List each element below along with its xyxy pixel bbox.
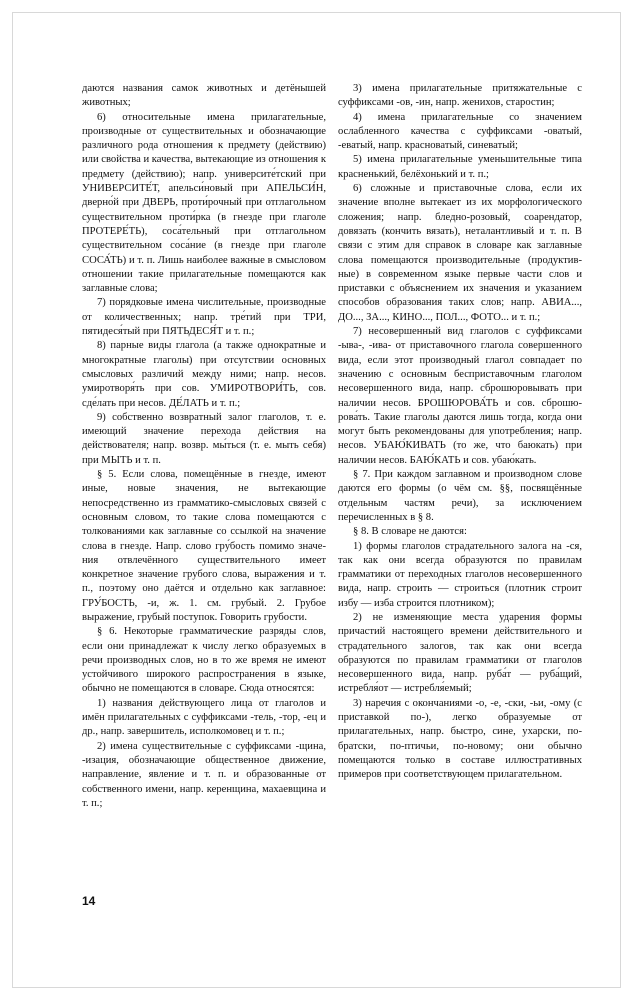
paragraph: 1) формы глаголов страдательного залога на -ся, так как они всегда образуются по правилам грамматики от переходных глаголов несовершенного вида, напр. строить — строиться (плотник строит избу — изба строится плотником); [338,540,582,609]
right-column [338,82,582,783]
section-5-paragraph: § 5. Если слова, помещённые в гнезде, имеют иные, новые значения, не вытекающие непосредственно из грамматико-смысловых связей с основным словом, то такие слова помещаются с толкованиями как заглавные со ссылкой на значение слова в гнезде. Напр. слово гру́бость помимо значения отвлечённого существительного имеет конкретное значение грубого слова, выражения и т. п., поэтому оно даётся и отдельно как заглавное: ГРУ́БОСТЬ, -и, ж. 1. см. грубый. 2. Грубое выражение, грубый поступок. Говорить грубости. [82,469,326,623]
paragraph: 6) сложные и приставочные слова, если их значение вполне вытекает из их морфологического сложения; напр. бледно-розовый, соарендатор, довязать (кончить вязать), неталантливый и т. п. В связи с этим для справок в словаре как заглавные слова помещаются производительные (продуктивные) в современном языке первые части слов и приставки с объяснением их значения и указанием способов образования таких слов; напр. АВИА..., ДО..., ЗА..., КИНО..., ПОЛ..., ФОТО... и т. п.; [338,183,582,323]
paragraph: 1) названия действующего лица от глаголов и имён прилагательных с суффиксами -тель, -тор, -ец и др., напр. завершитель, исполкомовец и т. п.; [82,697,326,738]
left-column [82,82,326,811]
paragraph: 6) относительные имена прилагательные, производные от существительных и обозначающие различного рода отношения к предмету (действию) или свойства и качества, вытекающие из отношения к предмету (действию); напр. университе́тский при УНИВЕРСИТЕ́Т, апельси́новый при АПЕЛЬСИ́Н, дверно́й при ДВЕРЬ, проти́рочный при отглагольном существительном проти́рка (в гнезде при глаголе ПРОТЕРЕ́ТЬ), соса́тельный при отглагольном существительном соса́ние (в гнезде при глаголе СОСА́ТЬ) и т. п. Лишь наиболее важные в смысловом отношении такие прилагательные помещаются как заглавные слова; [82,111,326,295]
paragraph: даются названия самок животных и детёнышей животных; [82,83,326,109]
section-6-paragraph: § 6. Некоторые грамматические разряды слов, если они принадлежат к числу легко образуемых в речи производных слов, но в то же время не имеют устойчивого широкого распространения в языке, обычно не помещаются в словаре. Сюда относятся: [82,626,326,695]
paragraph: 8) парные виды глагола (а также однократные и многократные глаголы) при отсутствии основных смысловых различий между ними; напр. несов. умиротворя́ть при сов. УМИРОТВОРИ́ТЬ, сов. сде́лать при несов. ДЕ́ЛАТЬ и т. п.; [82,340,326,409]
paragraph: 2) не изменяющие места ударения формы причастий настоящего времени действительного и страдательного залогов, так как они всегда образуются по правилам грамматики от глаголов несовершенного вида, напр. руба́т — руба́щий, истребля́от — истребля́емый; [338,611,582,695]
paragraph: 5) имена прилагательные уменьшительные типа красненький, белёхонький и т. п.; [338,154,582,180]
paragraph: 3) наречия с окончаниями -о, -е, -ски, -ьи, -ому (с приставкой по-), легко образуемые от прилагательных, напр. быстро, сине, ухарски, по-братски, по-птичьи, по-новому; они обычно помещаются только в составе иллюстративных примеров при соответствующем прилагательном. [338,697,582,781]
page-number: 14 [82,894,96,908]
section-8-heading: § 8. В словаре не даются: [353,526,467,538]
paragraph: 4) имена прилагательные со значением ослабленного качества с суффиксами -оватый, -еватый, напр. красноватый, синеватый; [338,111,582,152]
section-7-paragraph: § 7. При каждом заглавном и производном слове даются его формы (о чём см. §§, посвящённые отдельным частям речи), за исключением перечисленных в § 8. [338,469,582,523]
paragraph: 9) собственно возвратный залог глаголов, т. е. имеющий значение перехода действия на действователя; напр. возвр. мы́ться (т. е. мыть себя) при МЫТЬ и т. п. [82,411,326,466]
paragraph: 7) несовершенный вид глаголов с суффиксами -ыва-, -ива- от приставочного глагола совершенного вида, если этот производный глагол совпадает по значению с основным бесприставочным глаголом несовершенного вида, напр. сброшюровывать при наличии несов. БРОШЮРОВА́ТЬ и сов. сброшюрова́ть. Такие глаголы даются лишь тогда, когда они могут быть рекомендованы для употребления; напр. несов. УБАЮ́КИВАТЬ (то же, что баюкать) при наличии несов. БАЮ́КАТЬ и сов. убаю́кать. [338,326,582,466]
paragraph: 2) имена существительные с суффиксами -щина, -изация, обозначающие общественное движение, направление, явление и т. п. и образованные от собственного имени, напр. керенщина, махаевщина и т. п.; [82,740,326,809]
paragraph: 3) имена прилагательные притяжательные с суффиксами -ов, -ин, напр. женихов, старостин; [338,83,582,109]
paragraph: 7) порядковые имена числительные, производные от количественных; напр. тре́тий при ТРИ, пятидеся́тый при ПЯТЬДЕСЯ́Т и т. п.; [82,297,326,338]
